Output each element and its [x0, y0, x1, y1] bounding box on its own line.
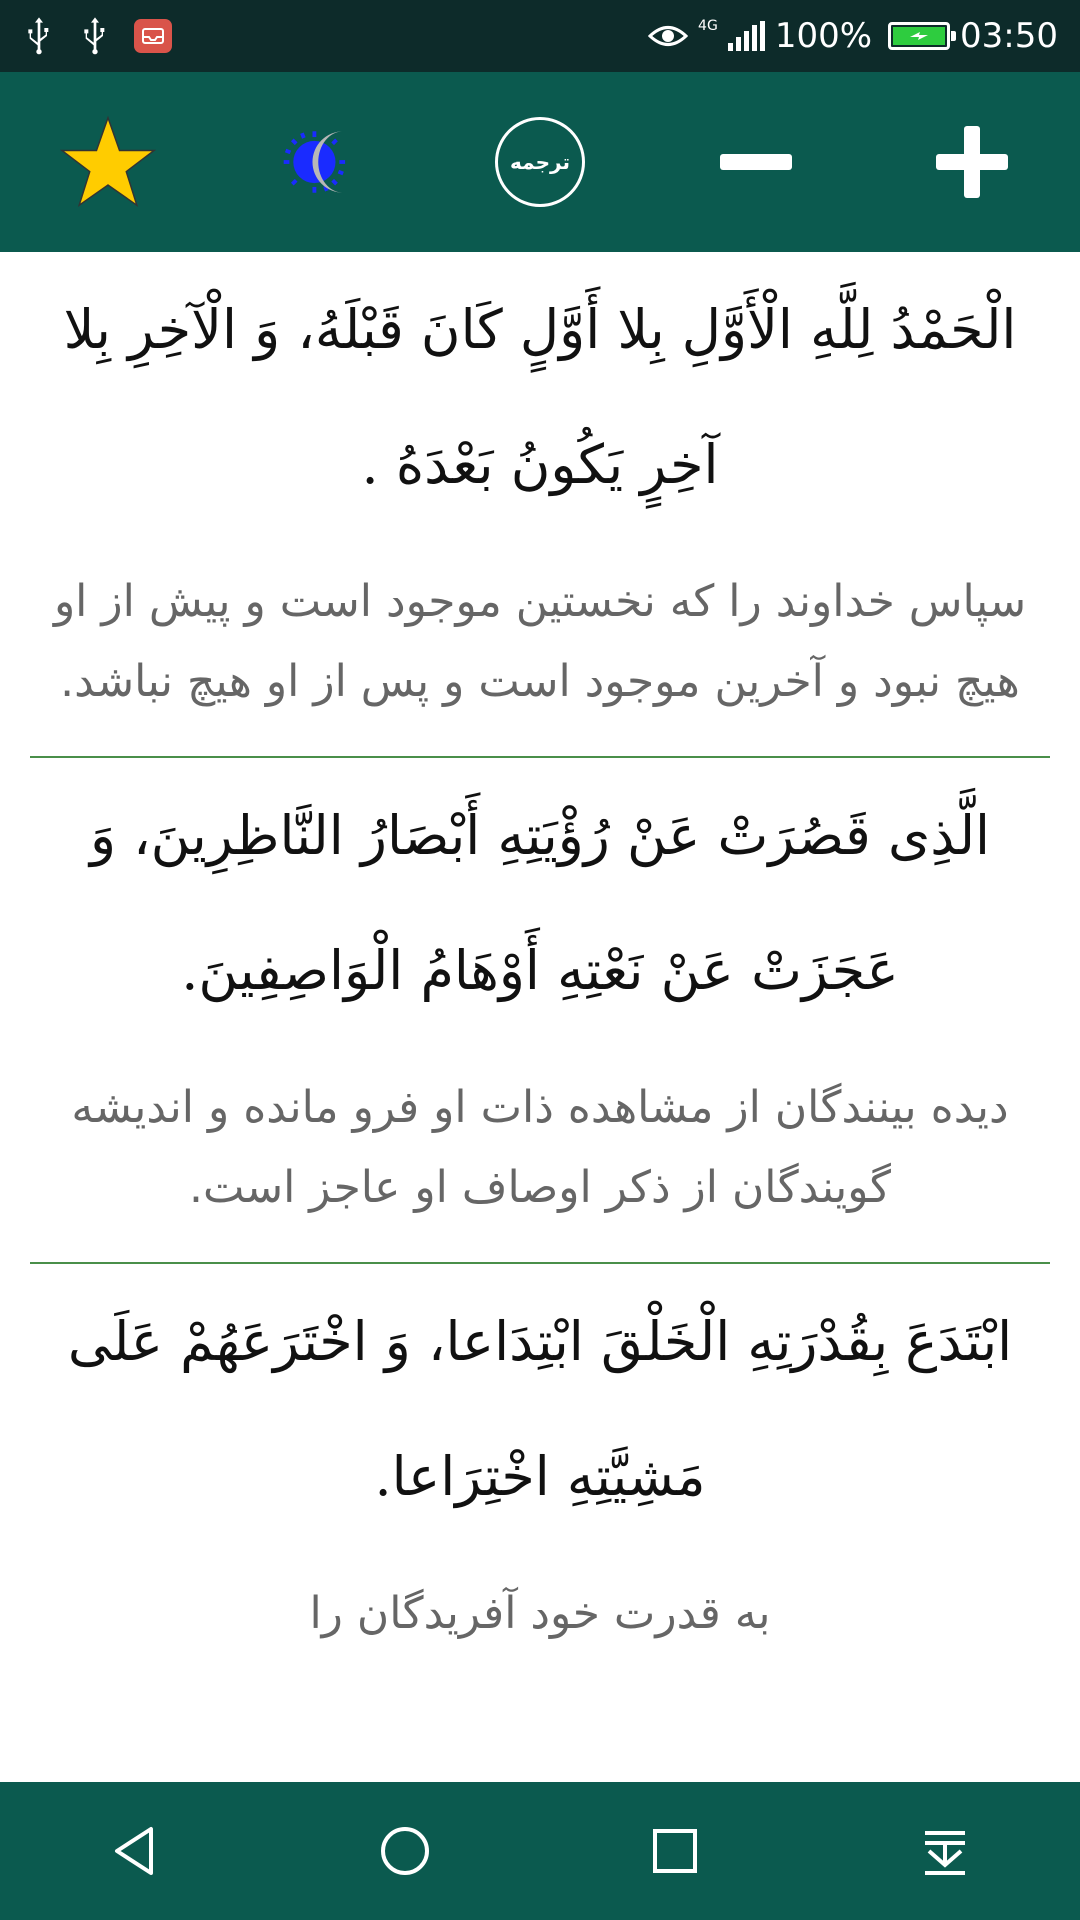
- favorite-button[interactable]: [28, 72, 188, 252]
- status-left: [0, 16, 172, 56]
- battery-icon: [888, 22, 950, 50]
- increase-font-button[interactable]: [892, 72, 1052, 252]
- translate-toggle[interactable]: [460, 72, 620, 252]
- usb-icon: [22, 16, 56, 56]
- day-night-icon: [276, 114, 372, 210]
- minus-icon: [718, 124, 794, 200]
- arabic-text: الْحَمْدُ لِلَّهِ الْأَوَّلِ بِلا أَوَّلٍ كَانَ قَبْلَهُ، وَ الْآخِرِ بِلا آخِرٍ يَكُونُ بَعْدَهُ .: [63, 298, 1017, 496]
- status-bar: [0, 0, 1080, 72]
- persian-translation: سپاس خداوند را كه نخستين موجود است و پيش از او هيچ نبود و آخرين موجود است و پس از او هيچ نباشد.: [53, 576, 1027, 707]
- decrease-font-button[interactable]: [676, 72, 836, 252]
- inbox-app-icon: [134, 19, 172, 53]
- recents-button[interactable]: [625, 1801, 725, 1901]
- back-button[interactable]: [85, 1801, 185, 1901]
- eye-icon: [648, 23, 688, 49]
- home-button[interactable]: [355, 1801, 455, 1901]
- verse-section: [0, 1264, 1080, 1674]
- verse-section: [0, 758, 1080, 1248]
- plus-icon: [934, 124, 1010, 200]
- battery-percent: 100%: [774, 16, 873, 56]
- back-icon: [107, 1823, 163, 1879]
- persian-translation: ديده بينندگان از مشاهده ذات او فرو مانده و انديشه گويندگان از ذكر اوصاف او عاجز است.: [71, 1082, 1009, 1213]
- navigation-bar: [0, 1782, 1080, 1920]
- arabic-text: ابْتَدَعَ بِقُدْرَتِهِ الْخَلْقَ ابْتِدَاعا، وَ اخْتَرَعَهُمْ عَلَى مَشِيَّتِهِ اخْتِرَاعا.: [67, 1310, 1013, 1508]
- home-icon: [377, 1823, 433, 1879]
- notification-drawer-button[interactable]: [895, 1801, 995, 1901]
- translate-button[interactable]: ترجمه: [495, 117, 585, 207]
- recents-icon: [647, 1823, 703, 1879]
- network-type: 4G: [698, 18, 718, 34]
- prayer-content[interactable]: [0, 252, 1080, 1782]
- clock: 03:50: [960, 16, 1058, 56]
- verse-section: [0, 252, 1080, 742]
- day-night-toggle[interactable]: [244, 72, 404, 252]
- notification-drawer-icon: [917, 1823, 973, 1879]
- top-toolbar: [0, 72, 1080, 252]
- usb-icon: [78, 16, 112, 56]
- star-icon: [60, 114, 156, 210]
- status-right: [648, 16, 1080, 56]
- signal-icon: [728, 21, 765, 51]
- persian-translation: به قدرت خود آفريدگان را: [309, 1588, 771, 1639]
- arabic-text: الَّذِى قَصُرَتْ عَنْ رُؤْيَتِهِ أَبْصَارُ النَّاظِرِينَ، وَ عَجَزَتْ عَنْ نَعْتِهِ أَوْهَامُ الْوَاصِفِينَ.: [89, 804, 991, 1002]
